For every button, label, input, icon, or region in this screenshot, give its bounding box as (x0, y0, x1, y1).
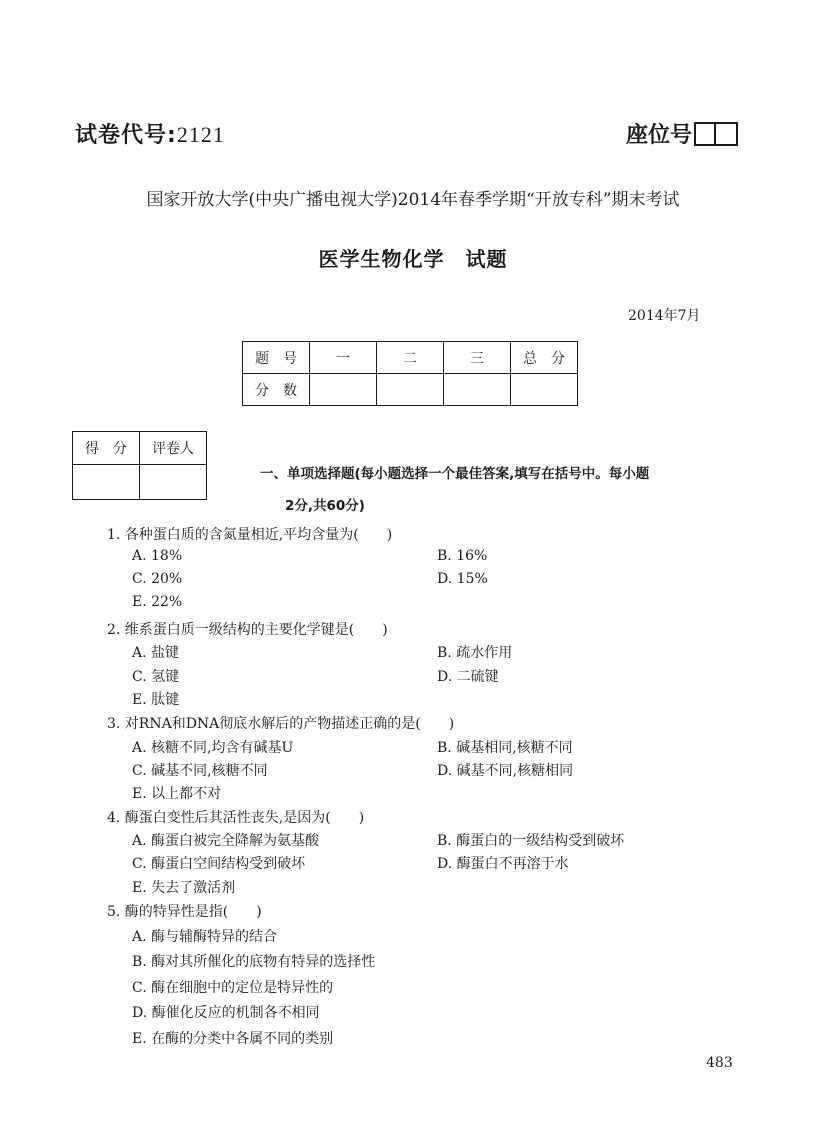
question-option[interactable]: A. 盐键 (132, 645, 180, 661)
question-option[interactable]: A. 酶与辅酶特异的结合 (132, 929, 278, 945)
question-option[interactable]: A. 核糖不同,均含有碱基U (132, 740, 294, 756)
grader-label: 评卷人 (140, 432, 207, 465)
exam-date: 2014年7月 (628, 308, 701, 324)
grader-table-input-row (73, 465, 207, 500)
page-number: 483 (706, 1055, 733, 1071)
section-score-cell[interactable] (73, 465, 140, 500)
question-option[interactable]: D. 15% (437, 571, 488, 587)
question-stem: 4. 酶蛋白变性后其活性丧失,是因为( ) (107, 810, 365, 826)
question-option[interactable]: E. 肽键 (132, 692, 180, 708)
question-option[interactable]: B. 疏水作用 (437, 645, 513, 661)
score-table-header-row (243, 342, 578, 374)
question-option[interactable]: C. 酶在细胞中的定位是特异性的 (132, 980, 334, 996)
score-cell[interactable] (310, 374, 377, 406)
question-option[interactable]: D. 酶蛋白不再溶于水 (437, 856, 569, 872)
score-cell[interactable] (444, 374, 511, 406)
question-stem: 5. 酶的特异性是指( ) (107, 904, 262, 920)
question-option[interactable]: E. 失去了激活剂 (132, 880, 236, 896)
score-cell[interactable] (377, 374, 444, 406)
score-table-header-cell: 一 (310, 342, 377, 374)
score-table (242, 341, 578, 406)
question-stem: 2. 维系蛋白质一级结构的主要化学键是( ) (107, 622, 388, 638)
question-option[interactable]: D. 碱基不同,核糖相同 (437, 763, 574, 779)
score-label: 得 分 (73, 432, 140, 465)
question-option[interactable]: C. 20% (132, 571, 183, 587)
question-option[interactable]: B. 碱基相同,核糖不同 (437, 740, 573, 756)
score-table-header-cell: 二 (377, 342, 444, 374)
question-option[interactable]: C. 碱基不同,核糖不同 (132, 763, 268, 779)
seat-number (626, 118, 738, 149)
section-title (260, 458, 760, 522)
question-option[interactable]: E. 以上都不对 (132, 786, 222, 802)
question-option[interactable]: D. 二硫键 (437, 669, 499, 685)
question-option[interactable]: A. 酶蛋白被完全降解为氨基酸 (132, 833, 320, 849)
question-option[interactable]: E. 22% (132, 594, 183, 610)
seat-box-2[interactable] (716, 122, 738, 146)
score-table-score-row (243, 374, 578, 406)
paper-code-label: 试卷代号: (75, 123, 177, 148)
section-title-line2: 2分,共60分) (285, 498, 365, 514)
grader-table (72, 431, 207, 500)
seat-label: 座位号 (626, 123, 693, 148)
score-table-header-cell: 题 号 (243, 342, 310, 374)
university-line: 国家开放大学(中央广播电视大学)2014年春季学期“开放专科”期末考试 (146, 190, 680, 210)
question-option[interactable]: B. 16% (437, 548, 488, 564)
grader-table-header-row (73, 432, 207, 465)
score-table-header-cell: 三 (444, 342, 511, 374)
question-option[interactable]: B. 酶对其所催化的底物有特异的选择性 (132, 954, 376, 970)
seat-box-1[interactable] (694, 122, 716, 146)
question-option[interactable]: E. 在酶的分类中各属不同的类别 (132, 1031, 334, 1047)
question-stem: 3. 对RNA和DNA彻底水解后的产物描述正确的是( ) (107, 716, 455, 732)
question-option[interactable]: B. 酶蛋白的一级结构受到破坏 (437, 833, 625, 849)
paper-code (75, 118, 225, 149)
subject-title: 医学生物化学 试题 (318, 247, 508, 271)
section-title-line1: 一、单项选择题(每小题选择一个最佳答案,填写在括号中。每小题 (260, 466, 650, 482)
score-cell[interactable] (511, 374, 578, 406)
grader-cell[interactable] (140, 465, 207, 500)
question-stem: 1. 各种蛋白质的含氮量相近,平均含量为( ) (107, 527, 393, 543)
seat-boxes[interactable] (694, 122, 738, 146)
question-option[interactable]: D. 酶催化反应的机制各不相同 (132, 1005, 320, 1021)
question-option[interactable]: C. 酶蛋白空间结构受到破坏 (132, 856, 306, 872)
question-option[interactable]: C. 氢键 (132, 669, 180, 685)
question-option[interactable]: A. 18% (132, 548, 183, 564)
score-table-header-cell: 总 分 (511, 342, 578, 374)
score-table-row-label: 分 数 (243, 374, 310, 406)
paper-code-value: 2121 (176, 122, 225, 147)
